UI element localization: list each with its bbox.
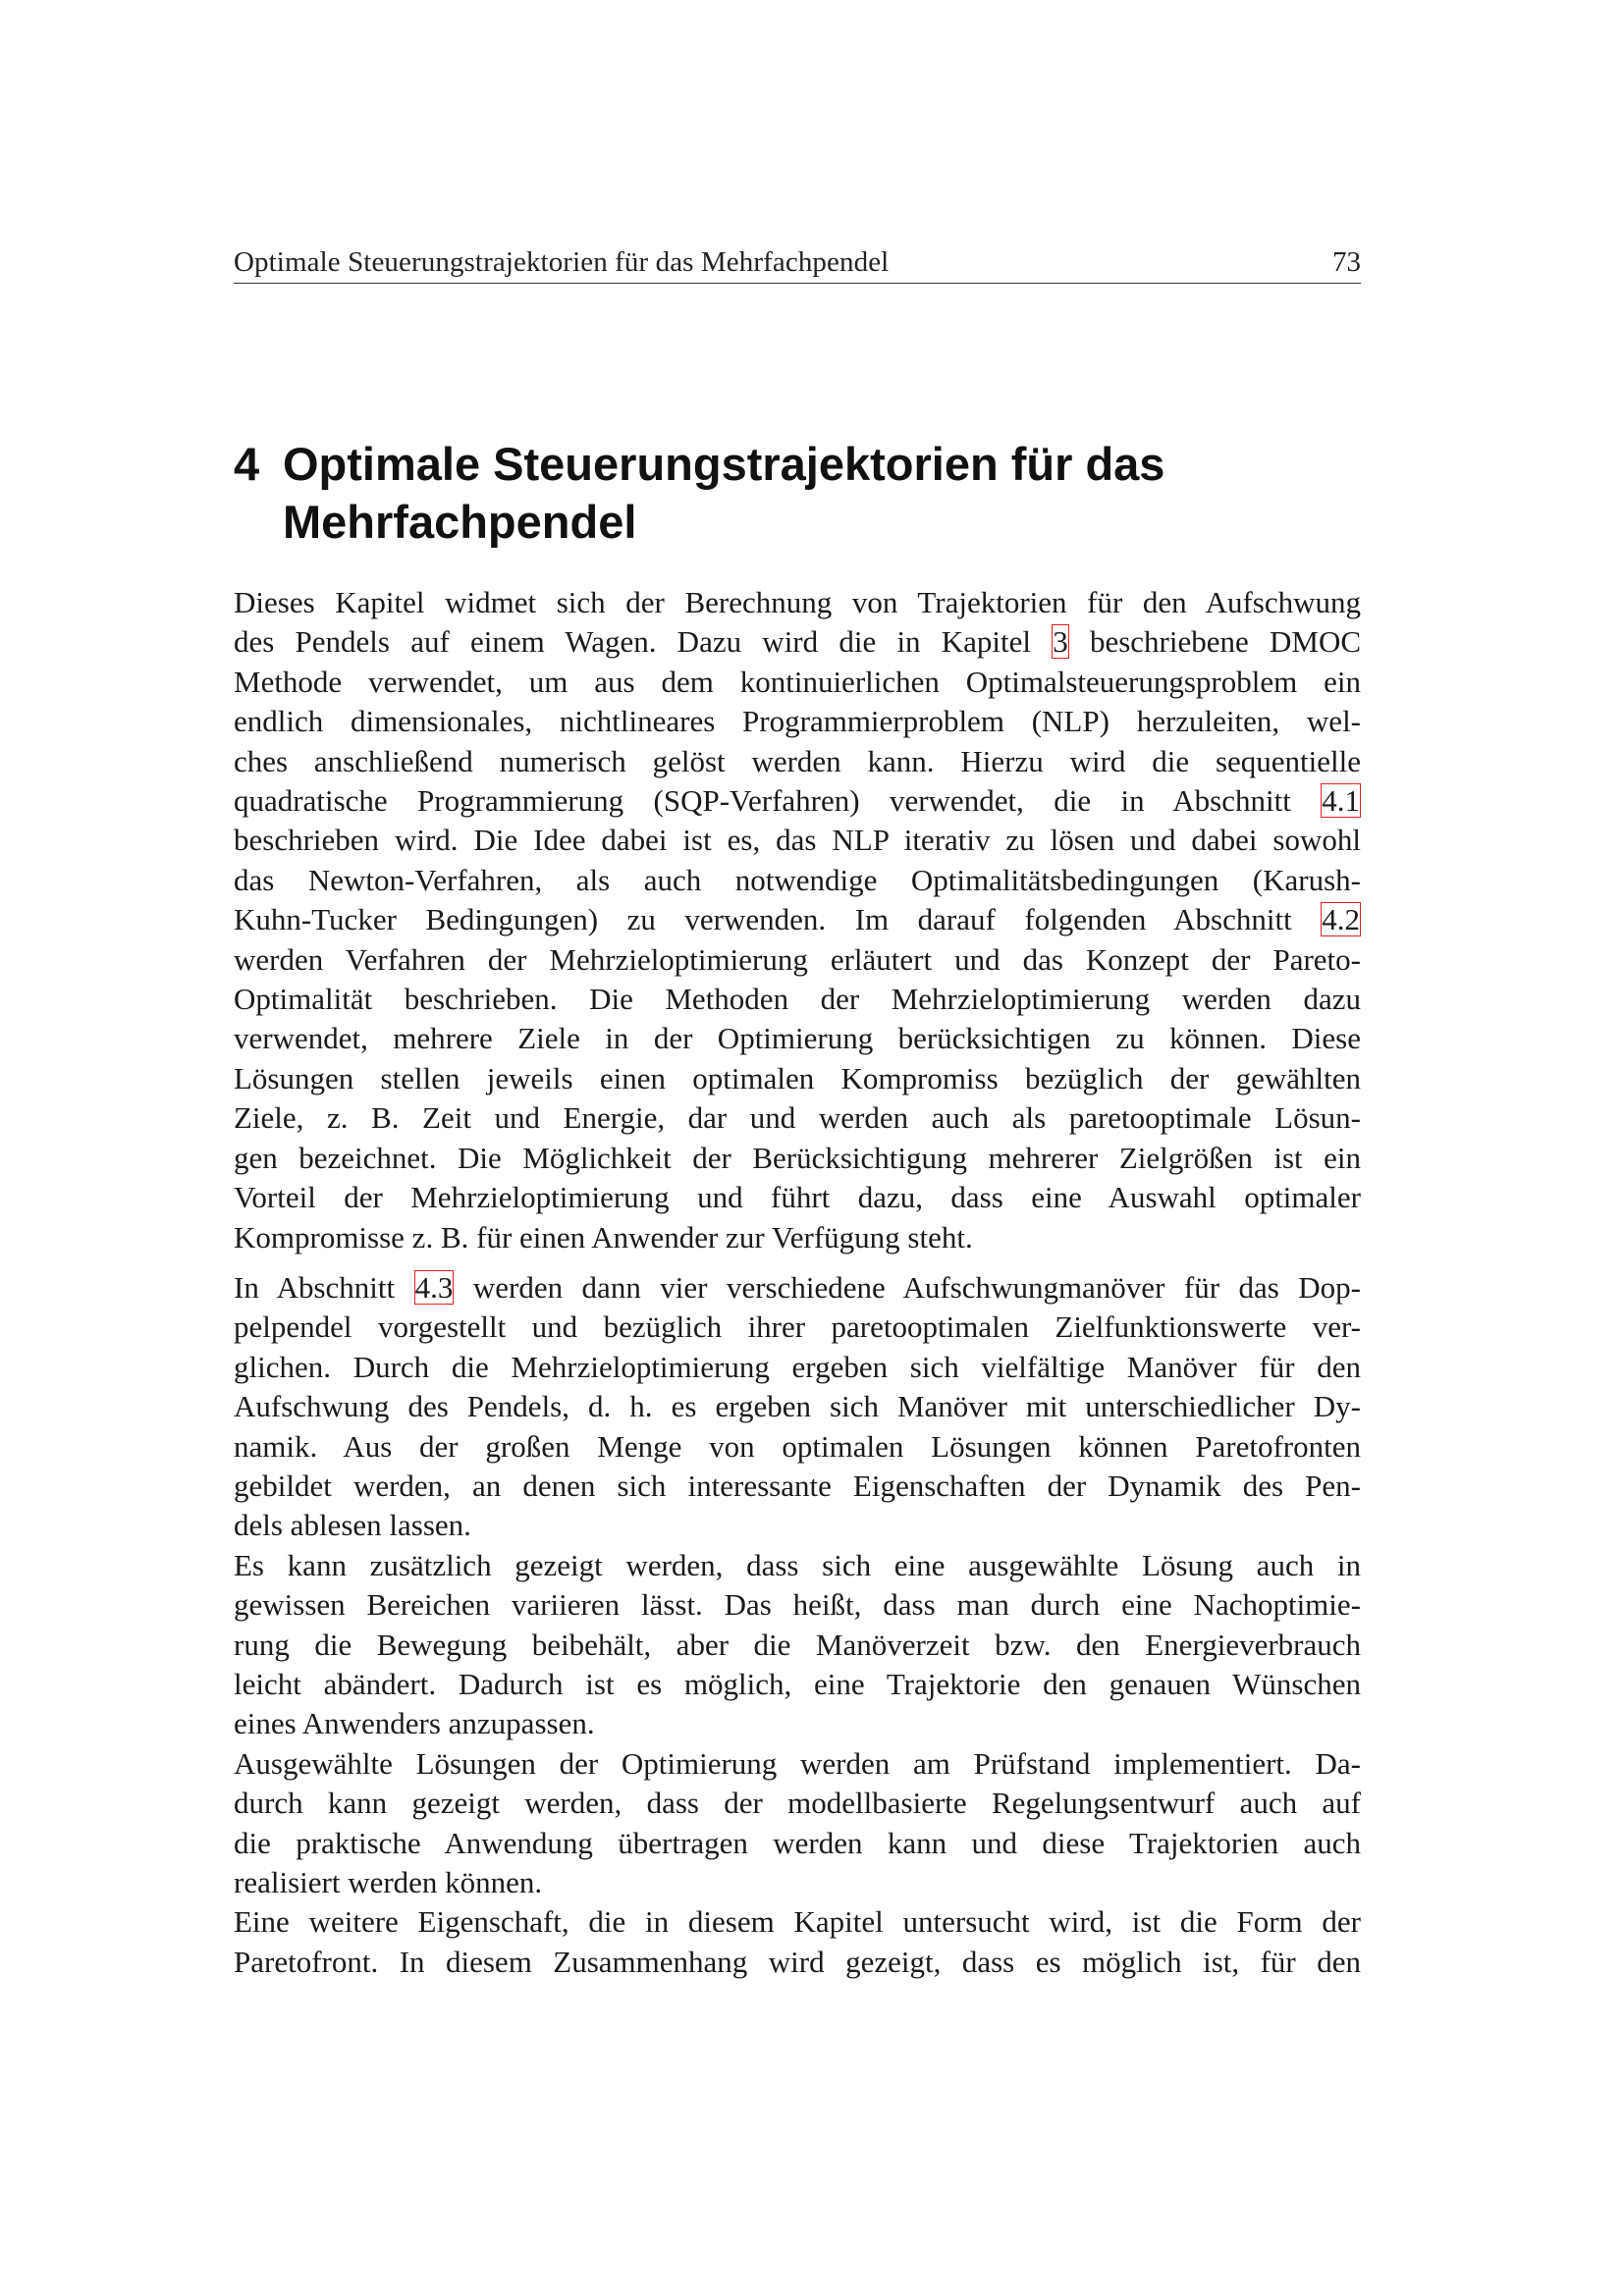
text-line: Paretofront. In diesem Zusammenhang wird gezeigt, dass es möglich ist, für den	[234, 1944, 1361, 1979]
text-line	[234, 781, 1361, 821]
text-line: Es kann zusätzlich gezeigt werden, dass sich eine ausgewählte Lösung auch in	[234, 1547, 1361, 1582]
text-line: verwendet, mehrere Ziele in der Optimierung berücksichtigen zu können. Diese	[234, 1021, 1361, 1056]
cross-reference-link[interactable]: 4.2	[1322, 902, 1360, 937]
text-line: gewissen Bereichen variieren lässt. Das heißt, dass man durch eine Nachoptimie-	[234, 1587, 1361, 1623]
text-line: Lösungen stellen jeweils einen optimalen Kompromiss bezüglich der gewählten	[234, 1060, 1361, 1095]
cross-reference-link[interactable]: 4.3	[414, 1269, 454, 1305]
text-run: beschriebene DMOC	[1068, 624, 1362, 660]
text-line: Vorteil der Mehrzieloptimierung und führt dazu, dass eine Auswahl optimaler	[234, 1180, 1361, 1215]
text-run: des Pendels auf einem Wagen. Dazu wird die in Kapitel	[234, 624, 1053, 660]
text-line: Aufschwung des Pendels, d. h. es ergeben sich Manöver mit unterschiedlicher Dy-	[234, 1389, 1361, 1424]
running-title: Optimale Steuerungstrajektorien für das Mehrfachpendel	[234, 246, 890, 278]
text-run: werden dann vier verschiedene Aufschwungmanöver für das Dop-	[454, 1269, 1362, 1305]
page-number: 73	[1332, 246, 1361, 278]
text-line: rung die Bewegung beibehält, aber die Manöverzeit bzw. den Energieverbrauch	[234, 1627, 1361, 1662]
text-line: realisiert werden können.	[234, 1865, 543, 1899]
text-line: Eine weitere Eigenschaft, die in diesem Kapitel untersucht wird, ist die Form der	[234, 1904, 1361, 1940]
text-line: beschrieben wird. Die Idee dabei ist es, das NLP iterativ zu lösen und dabei sowohl	[234, 823, 1361, 858]
chapter-heading	[234, 435, 1361, 551]
text-run: Kuhn-Tucker Bedingungen) zu verwenden. Im darauf folgenden Abschnitt	[234, 902, 1322, 937]
text-line: leicht abändert. Dadurch ist es möglich, eine Trajektorie den genauen Wünschen	[234, 1666, 1361, 1701]
running-header	[234, 245, 1361, 284]
body-text	[234, 583, 1361, 1982]
paragraph	[234, 1902, 1361, 1982]
chapter-title	[283, 435, 1265, 551]
text-line: gen bezeichnet. Die Möglichkeit der Berücksichtigung mehrerer Zielgrößen ist ein	[234, 1140, 1361, 1175]
text-line: Dieses Kapitel widmet sich der Berechnung von Trajektorien für den Aufschwung	[234, 585, 1361, 619]
cross-reference-link[interactable]: 3	[1053, 624, 1068, 660]
paragraph	[234, 1268, 1361, 1546]
cross-reference-link[interactable]: 4.1	[1322, 783, 1360, 819]
text-line: endlich dimensionales, nichtlineares Programmierproblem (NLP) herzuleiten, wel-	[234, 704, 1361, 739]
text-line	[234, 622, 1361, 662]
text-line: gebildet werden, an denen sich interessante Eigenschaften der Dynamik des Pen-	[234, 1468, 1361, 1503]
paragraph-gap	[234, 1257, 1361, 1268]
text-line: glichen. Durch die Mehrzieloptimierung ergeben sich vielfältige Manöver für den	[234, 1349, 1361, 1384]
text-line: werden Verfahren der Mehrzieloptimierung erläutert und das Konzept der Pareto-	[234, 941, 1361, 977]
text-line: ches anschließend numerisch gelöst werden kann. Hierzu wird die sequentielle	[234, 743, 1361, 778]
paragraph	[234, 583, 1361, 1257]
text-line: Ziele, z. B. Zeit und Energie, dar und werden auch als paretooptimale Lösun-	[234, 1100, 1361, 1136]
text-run: In Abschnitt	[234, 1269, 414, 1305]
text-line: eines Anwenders anzupassen.	[234, 1706, 595, 1741]
text-line	[234, 1268, 1361, 1308]
chapter-title-line-2: Mehrfachpendel	[283, 496, 637, 548]
text-line: durch kann gezeigt werden, dass der modellbasierte Regelungsentwurf auch auf	[234, 1786, 1361, 1821]
text-line: Methode verwendet, um aus dem kontinuierlichen Optimalsteuerungsproblem ein	[234, 664, 1361, 699]
text-line: namik. Aus der großen Menge von optimalen Lösungen können Paretofronten	[234, 1428, 1361, 1464]
paragraph	[234, 1744, 1361, 1903]
paragraph	[234, 1546, 1361, 1744]
text-line: Optimalität beschrieben. Die Methoden der Mehrzieloptimierung werden dazu	[234, 982, 1361, 1017]
text-line: die praktische Anwendung übertragen werden kann und diese Trajektorien auch	[234, 1825, 1361, 1860]
chapter-title-line-1: Optimale Steuerungstrajektorien für das	[283, 438, 1165, 490]
text-line	[234, 900, 1361, 939]
text-line: das Newton-Verfahren, als auch notwendige Optimalitätsbedingungen (Karush-	[234, 862, 1361, 897]
chapter-number: 4	[234, 438, 260, 490]
text-line: Kompromisse z. B. für einen Anwender zur Verfügung steht.	[234, 1219, 973, 1255]
text-line: Ausgewählte Lösungen der Optimierung werden am Prüfstand implementiert. Da-	[234, 1745, 1361, 1781]
text-line: dels ablesen lassen.	[234, 1508, 471, 1543]
text-run: quadratische Programmierung (SQP-Verfahren) verwendet, die in Abschnitt	[234, 783, 1322, 819]
text-line: pelpendel vorgestellt und bezüglich ihrer paretooptimalen Zielfunktionswerte ver-	[234, 1309, 1361, 1345]
